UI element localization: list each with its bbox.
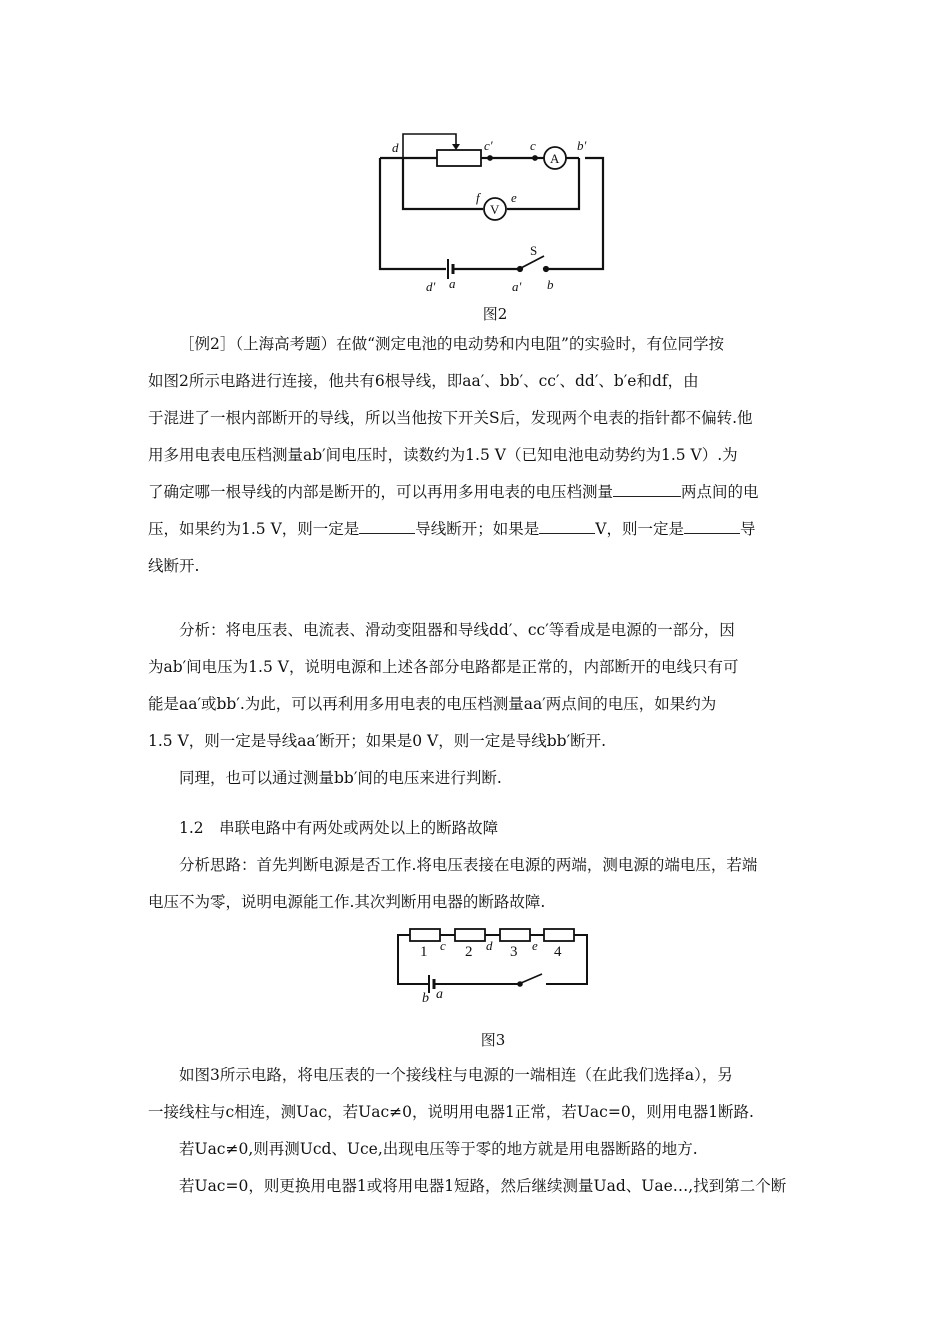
analysis-line: 能是aa′或bb′.为此，可以再利用多用电表的电压档测量aa′两点间的电压，如果约为	[148, 695, 717, 713]
label-s: S	[530, 243, 538, 258]
answer-blank-1[interactable]	[613, 481, 681, 497]
resistor-1	[410, 929, 440, 941]
label-b-prime: b′	[577, 138, 587, 153]
label-a-prime: a′	[512, 279, 522, 294]
ammeter-symbol: A	[550, 151, 560, 166]
wire-right-outer	[546, 158, 603, 269]
analysis-line: 为ab′间电压为1.5 V，说明电源和上述各部分电路都是正常的，内部断开的电线只有可	[148, 658, 739, 676]
terminal-c-prime	[488, 156, 492, 160]
example-2-text: V，则一定是	[595, 520, 684, 538]
example-2-paragraph	[148, 326, 808, 585]
example-2-text: 两点间的电	[681, 483, 759, 501]
example-2-text: 导	[740, 520, 756, 538]
example-2-line	[148, 511, 808, 548]
analysis-line: 同理，也可以通过测量bb′间的电压来进行判断.	[179, 769, 502, 787]
switch-lever	[521, 974, 542, 983]
label-b: b	[422, 991, 429, 1006]
label-c-prime: c′	[484, 138, 493, 153]
example-2-line: ［例2］（上海高考题）在做“测定电池的电动势和内电阻”的实验时，有位同学按	[179, 335, 724, 353]
example-2-text: 导线断开；如果是	[415, 520, 540, 538]
label-e: e	[511, 190, 517, 205]
analysis-paragraph	[148, 612, 808, 797]
answer-blank-3[interactable]	[539, 518, 595, 534]
figure-2-caption: 图2	[482, 305, 508, 323]
example-2-line: 用多用电表电压档测量ab′间电压时，读数约为1.5 V（已知电池电动势约为1.5 V）.为	[148, 446, 738, 464]
example-2-line	[148, 474, 808, 511]
label-d-prime: d′	[426, 279, 436, 294]
answer-blank-2[interactable]	[359, 518, 415, 534]
figure-3-caption: 图3	[480, 1031, 506, 1049]
section-line: 电压不为零，说明电源能工作.其次判断用电器的断路故障.	[148, 893, 546, 911]
wire-left-outer	[380, 158, 446, 269]
wire-right	[546, 935, 587, 984]
example-2-line: 如图2所示电路进行连接，他共有6根导线，即aa′、bb′、cc′、dd′、b′e和df，由	[148, 372, 699, 390]
explanation-line: 若Uac≠0,则再测Ucd、Uce,出现电压等于零的地方就是用电器断路的地方.	[179, 1140, 698, 1158]
example-2-text: 压，如果约为1.5 V，则一定是	[148, 520, 360, 538]
example-2-line: 于混进了一根内部断开的导线，所以当他按下开关S后，发现两个电表的指针都不偏转.他	[148, 409, 753, 427]
label-c: c	[440, 938, 446, 953]
label-f: f	[476, 190, 480, 205]
answer-blank-4[interactable]	[684, 518, 740, 534]
terminal-c	[533, 156, 537, 160]
rheostat-slider	[403, 134, 456, 158]
explanation-line: 如图3所示电路，将电压表的一个接线柱与电源的一端相连（在此我们选择a），另	[179, 1066, 733, 1084]
analysis-line: 1.5 V，则一定是导线aa′断开；如果是0 V，则一定是导线bb′断开.	[148, 732, 607, 750]
analysis-line: 分析：将电压表、电流表、滑动变阻器和导线dd′、cc′等看成是电源的一部分，因	[179, 621, 735, 639]
label-d: d	[392, 140, 399, 155]
label-e: e	[532, 938, 538, 953]
resistor-4	[544, 929, 574, 941]
label-a: a	[449, 276, 456, 291]
section-1-2	[148, 810, 808, 921]
label-c: c	[530, 138, 536, 153]
label-resistor-4: 4	[554, 944, 562, 960]
label-resistor-3: 3	[510, 944, 518, 960]
rheostat	[437, 150, 481, 166]
wire-eb-prime	[507, 158, 579, 209]
figure-2-circuit-diagram	[370, 128, 620, 298]
switch-terminal-b	[544, 267, 548, 271]
section-heading: 1.2 串联电路中有两处或两处以上的断路故障	[179, 819, 499, 837]
figure-3-circuit-diagram	[394, 926, 594, 1006]
example-2-line: 线断开.	[148, 557, 200, 575]
label-d: d	[486, 938, 493, 953]
example-2-text: 了确定哪一根导线的内部是断开的，可以再用多用电表的电压档测量	[148, 483, 614, 501]
section-line: 分析思路：首先判断电源是否工作.将电压表接在电源的两端，测电源的端电压，若端	[179, 856, 758, 874]
explanation-line: 一接线柱与c相连，测Uac，若Uac≠0，说明用电器1正常，若Uac=0，则用电器1断路.	[148, 1103, 754, 1121]
label-resistor-1: 1	[420, 944, 428, 960]
voltmeter-symbol: V	[490, 202, 500, 217]
label-b: b	[547, 277, 554, 292]
resistor-2	[455, 929, 485, 941]
explanation-line: 若Uac=0，则更换用电器1或将用电器1短路，然后继续测量Uad、Uae…,找到第二个断	[179, 1177, 787, 1195]
label-a: a	[436, 987, 443, 1002]
label-resistor-2: 2	[465, 944, 473, 960]
resistor-3	[500, 929, 530, 941]
figure-3-explanation	[148, 1057, 808, 1205]
